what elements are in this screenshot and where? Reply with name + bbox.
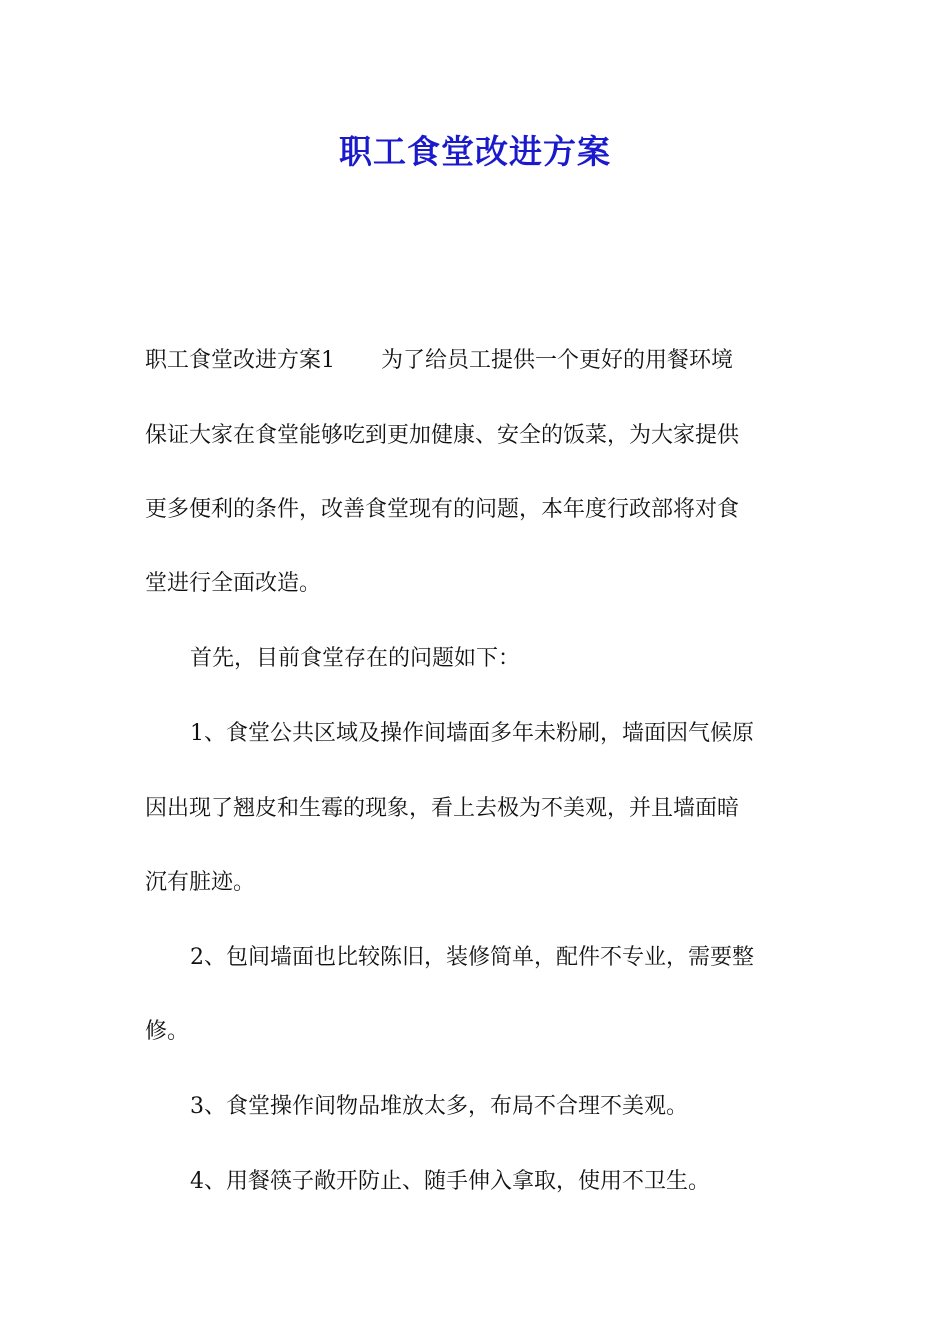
paragraph-line: 首先，目前食堂存在的问题如下： <box>190 646 521 671</box>
paragraph-line: 更多便利的条件，改善食堂现有的问题，本年度行政部将对食 <box>145 497 740 522</box>
list-item-4: 4、用餐筷子敞开防止、随手伸入拿取，使用不卫生。 <box>190 1169 710 1194</box>
list-item-3: 3、食堂操作间物品堆放太多，布局不合理不美观。 <box>190 1094 688 1119</box>
paragraph-line <box>145 345 733 377</box>
section-heading: 职工食堂改进方案1 <box>145 348 335 373</box>
paragraph-line: 沉有脏迹。 <box>145 870 256 895</box>
list-item-1: 1、食堂公共区域及操作间墙面多年未粉刷，墙面因气候原 <box>190 721 754 746</box>
list-item-2: 2、包间墙面也比较陈旧，装修简单，配件不专业，需要整 <box>190 945 754 970</box>
paragraph-text: 为了给员工提供一个更好的用餐环境 <box>381 348 734 373</box>
paragraph-line: 保证大家在食堂能够吃到更加健康、安全的饭菜，为大家提供 <box>145 423 740 448</box>
document-title: 职工食堂改进方案 <box>339 132 611 171</box>
paragraph-line: 堂进行全面改造。 <box>145 571 322 596</box>
paragraph-line: 修。 <box>145 1019 190 1044</box>
paragraph-line: 因出现了翘皮和生霉的现象，看上去极为不美观，并且墙面暗 <box>145 796 740 821</box>
